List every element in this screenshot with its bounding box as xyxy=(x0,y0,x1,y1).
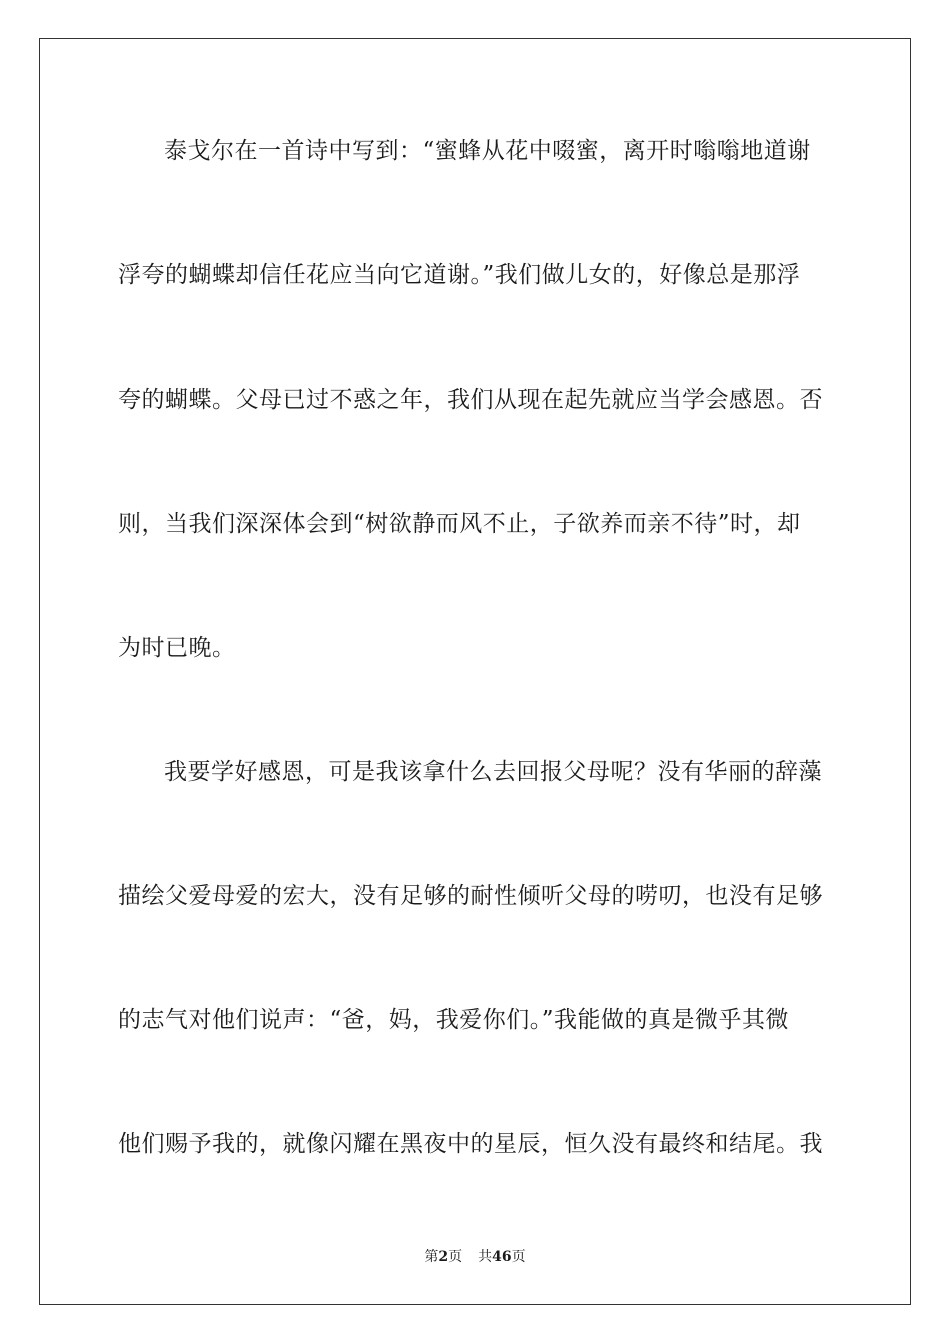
text-line: 描绘父爱母爱的宏大，没有足够的耐性倾听父母的唠叨，也没有足够 xyxy=(118,883,823,909)
page-suffix: 页 xyxy=(448,1249,463,1265)
total-pages: 46 xyxy=(492,1249,512,1265)
text-line: 我要学好感恩，可是我该拿什么去回报父母呢？没有华丽的辞藻 xyxy=(164,759,822,785)
page-border xyxy=(39,38,911,1305)
page-number: 2 xyxy=(438,1249,449,1265)
total-prefix: 共 xyxy=(478,1249,493,1265)
total-suffix: 页 xyxy=(511,1249,526,1265)
text-line: 浮夸的蝴蝶却信任花应当向它道谢。”我们做儿女的，好像总是那浮 xyxy=(118,262,801,288)
page-footer xyxy=(0,1246,950,1266)
text-line: 的志气对他们说声：“爸，妈，我爱你们。”我能做的真是微乎其微 xyxy=(118,1007,790,1033)
text-line: 为时已晚。 xyxy=(118,635,236,661)
text-line: 他们赐予我的，就像闪耀在黑夜中的星辰，恒久没有最终和结尾。我 xyxy=(118,1131,823,1157)
page-prefix: 第 xyxy=(424,1249,439,1265)
text-line: 则，当我们深深体会到“树欲静而风不止，子欲养而亲不待”时，却 xyxy=(118,511,801,537)
text-line: 夸的蝴蝶。父母已过不惑之年，我们从现在起先就应当学会感恩。否 xyxy=(118,387,823,413)
text-line: 泰戈尔在一首诗中写到：“蜜蜂从花中啜蜜，离开时嗡嗡地道谢 xyxy=(164,138,811,164)
